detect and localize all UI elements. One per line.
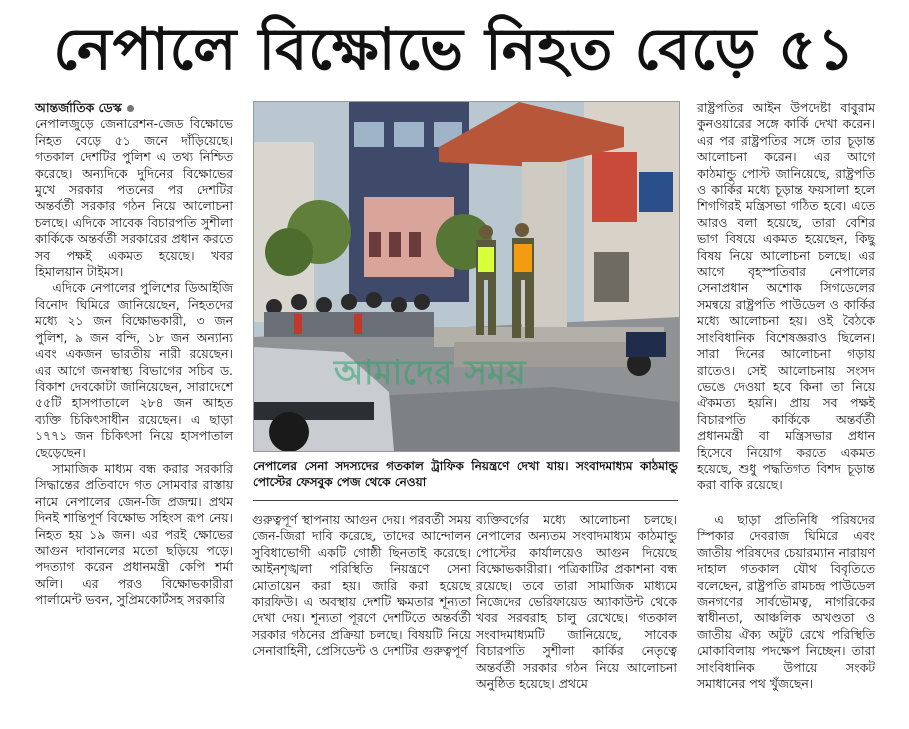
news-photo <box>253 101 680 452</box>
headline: নেপালে বিক্ষোভে নিহত বেড়ে ৫১ <box>53 15 856 83</box>
article-column-4 <box>697 100 875 494</box>
paragraph: গুরুত্বপূর্ণ স্থাপনায় আগুন দেয়। পরবর্তী সময় জেন-জিরা দাবি করেছে, তাদের আন্দোলন সুবিধাভোগী একটি গোষ্ঠী ছিনতাই করেছে। আইনশৃঙ্খলা পরিস্থিতি নিয়ন্ত্রণে সেনা মোতায়েন করা হয়। জারি করা হয়েছে কারফিউ। এ অবস্থায় দেশটি ক্ষমতার শূন্যতা দেখা দেয়। শূন্যতা পূরণে দেশটিতে অন্তর্বর্তী সরকার গঠনের প্রক্রিয়া চলছে। বিষয়টি নিয়ে সেনাবাহিনী, প্রেসিডেন্ট ও দেশটির গুরুত্বপূর্ণ <box>252 512 471 659</box>
paragraph: রাষ্ট্রপতির আইন উপদেষ্টা বাবুরাম কুনওয়ারের সঙ্গে কার্কি দেখা করেন। এর পর রাষ্ট্রপতির সঙ্গে তার চূড়ান্ত আলোচনা করেন। এর আগে কাঠমান্ডু পোস্ট জানিয়েছে, রাষ্ট্রপতি ও কার্কির মধ্যে চূড়ান্ত ফয়সালা হলে শিগগিরই মন্ত্রিসভা গঠিত হবে। এতে আরও বলা হয়েছে, তারা বেশির ভাগ বিষয়ে একমত হয়েছেন, কিছু বিষয় নিয়ে আলোচনা চলছে। এর আগে বৃহস্পতিবার নেপালের সেনাপ্রধান অশোক সিগডেলের সমন্বয়ে রাষ্ট্রপতি পাউডেল ও কার্কির মধ্যে আলোচনা হয়। ওই বৈঠকে সাংবিধানিক বিশেষজ্ঞরাও ছিলেন। সারা দিনের আলোচনা গড়ায় রাতেও। সেই আলোচনায় সংসদ ভেঙে দেওয়া হবে কিনা তা নিয়ে ঐকমত্য হয়নি। প্রায় সব পক্ষই বিচারপতি কার্কিকে অন্তর্বর্তী প্রধানমন্ত্রী বা মন্ত্রিসভার প্রধান হিসেবে নিয়োগ করতে একমত হয়েছে, শুধু পদ্ধতিগত বিশদ চূড়ান্ত করা বাকি রয়েছে। <box>697 100 875 493</box>
paragraph: এদিকে নেপালের পুলিশের ডিআইজি বিনোদ ঘিমিরে জানিয়েছেন, নিহতদের মধ্যে ২১ জন বিক্ষোভকারী, ৩ জন পুলিশ, ৯ জন বন্দি, ১৮ জন অন্যান্য এবং একজন ভারতীয় নারী রয়েছেন। এর আগে জনস্বাস্থ্য বিভাগের সচিব ড. বিকাশ দেবকোটা জানিয়েছেন, সারাদেশে ৫৫টি হাসপাতালে ২৮৪ জন আহত ব্যক্তি চিকিৎসাধীন রয়েছেন। এ ছাড়া ১৭৭১ জন চিকিৎসা নিয়ে হাসপাতাল ছেড়েছেন। <box>35 280 233 460</box>
photo-caption: নেপালের সেনা সদস্যদের গতকাল ট্রাফিক নিয়ন্ত্রণে দেখা যায়। সংবাদমাধ্যম কাঠমান্ডু পোস্টের ফেসবুক পেজ থেকে নেওয়া <box>253 459 678 489</box>
desk-name: আন্তর্জাতিক ডেস্ক <box>35 100 122 115</box>
article-column-3 <box>476 512 677 692</box>
paragraph: সামাজিক মাধ্যম বন্ধ করার সরকারি সিদ্ধান্তের প্রতিবাদে গত সোমবার রাস্তায় নামে নেপালের জেন-জি প্রজন্ম। প্রথম দিনই শান্তিপূর্ণ বিক্ষোভ সহিংস রূপ নেয়। নিহত হয় ১৯ জন। এর পরই ক্ষোভের আগুন দাবানলের মতো ছড়িয়ে পড়ে। পদত্যাগ করেন প্রধানমন্ত্রী কেপি শর্মা অলি। এর পরও বিক্ষোভকারীরা পার্লামেন্ট ভবন, সুপ্রিমকোর্টসহ সরকারি <box>35 460 233 608</box>
paragraph: নেপালজুড়ে জেনারেশন-জেড বিক্ষোভে নিহত বেড়ে ৫১ জনে দাঁড়িয়েছে। গতকাল দেশটির পুলিশ এ তথ্য নিশ্চিত করেছে। অন্যদিকে দুদিনের বিক্ষোভের মুখে সরকার পতনের পর দেশটির অন্তর্বর্তী সরকার গঠন নিয়ে আলোচনা চলছে। এদিকে সাবেক বিচারপতি সুশীলা কার্কিকে অন্তর্বর্তী সরকারের প্রধান করতে সব পক্ষই একমত হয়েছে। খবর হিমালয়ান টাইমস। <box>35 116 233 280</box>
article-column-4-continued <box>697 512 875 692</box>
article-column-2 <box>252 512 471 660</box>
watermark: আমাদের সময় <box>334 353 526 393</box>
bullet-dot-icon <box>127 105 134 112</box>
desk-label <box>35 100 233 116</box>
article-column-1 <box>35 100 233 609</box>
paragraph: এ ছাড়া প্রতিনিধি পরিষদের স্পিকার দেবরাজ ঘিমিরে এবং জাতীয় পরিষদের চেয়ারম্যান নারায়ণ দাহাল গতকাল যৌথ বিবৃতিতে বলেছেন, রাষ্ট্রপতি রামচন্দ্র পাউডেল জনগণের সার্বভৌমত্ব, নাগরিকের স্বাধীনতা, আঞ্চলিক অখণ্ডতা ও জাতীয় ঐক্য অটুট রেখে পরিস্থিতি মোকাবিলায় পদক্ষেপ নিচ্ছেন। তারা সাংবিধানিক উপায়ে সংকট সমাধানের পথ খুঁজছেন। <box>697 512 875 692</box>
divider <box>253 500 678 501</box>
paragraph: ব্যক্তিবর্গের মধ্যে আলোচনা চলছে। নেপালের অন্যতম সংবাদমাধ্যম কাঠমান্ডু পোস্টের কার্যালয়েও আগুন দিয়েছে বিক্ষোভকারীরা। পত্রিকাটির প্রকাশনা বন্ধ রয়েছে। তবে তারা সামাজিক মাধ্যমে নিজেদের ভেরিফায়েড অ্যাকাউন্ট থেকে খবর সরবরাহ চালু রেখেছে। গতকাল সংবাদমাধ্যমটি জানিয়েছে, সাবেক বিচারপতি সুশীলা কার্কির নেতৃত্বে অন্তর্বর্তী সরকার গঠন নিয়ে আলোচনা অনুষ্ঠিত হয়েছে। প্রথমে <box>476 512 677 692</box>
